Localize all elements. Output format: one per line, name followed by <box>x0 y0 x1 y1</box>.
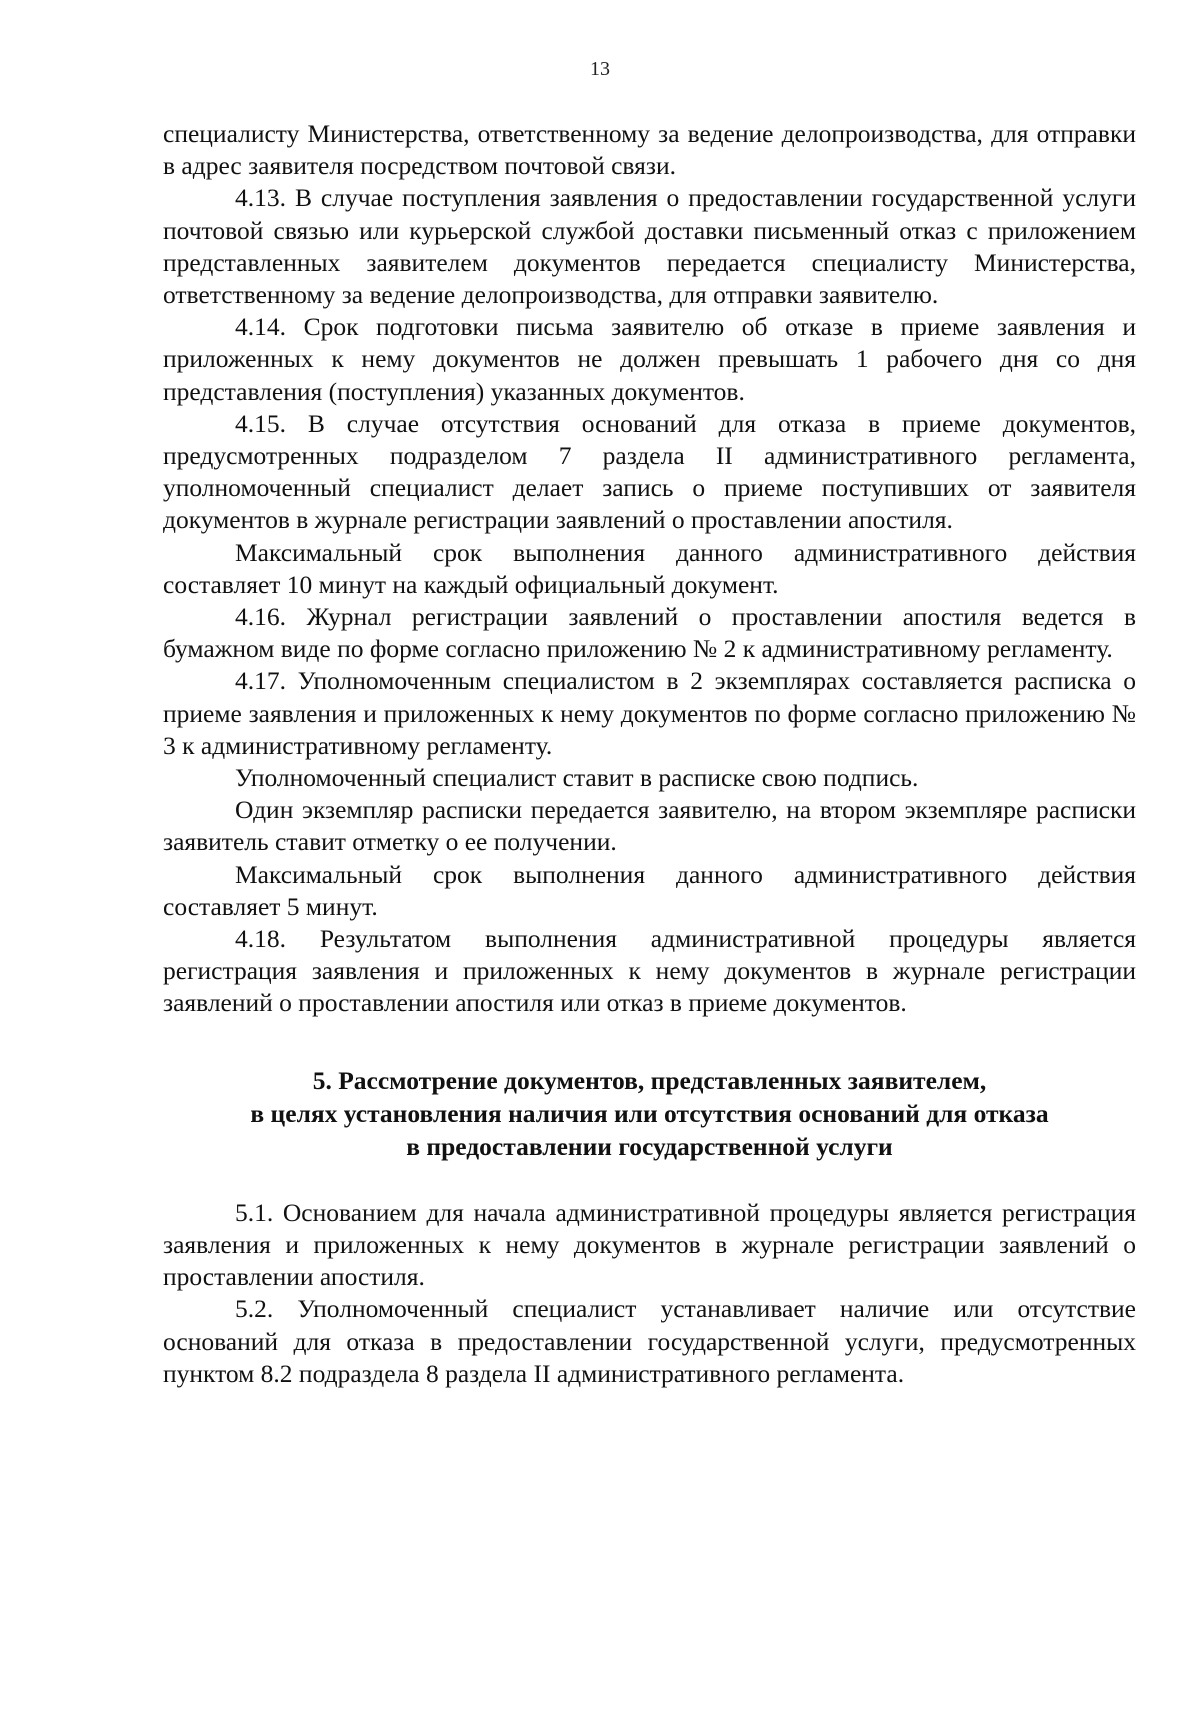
page-number: 13 <box>590 58 610 80</box>
paragraph-4-18: 4.18. Результатом выполнения административной процедуры является регистрация заявления и приложенных к нему документов в журнале регистрации заявлений о проставлении апостиля или отказ в приеме документов. <box>163 924 1136 1018</box>
paragraph-4-15-max-time: Максимальный срок выполнения данного административного действия составляет 10 минут на каждый официальный документ. <box>163 537 1136 599</box>
paragraph-continuation: специалисту Министерства, ответственному за ведение делопроизводства, для отправки в адрес заявителя посредством почтовой связи. <box>163 119 1136 181</box>
paragraph-4-16: 4.16. Журнал регистрации заявлений о проставлении апостиля ведется в бумажном виде по форме согласно приложению № 2 к административному регламенту. <box>163 602 1136 664</box>
paragraph-4-15: 4.15. В случае отсутствия оснований для отказа в приеме документов, предусмотренных подразделом 7 раздела II административного регламента, уполномоченный специалист делает запись о приеме поступивших от заявителя документов в журнале регистрации заявлений о проставлении апостиля. <box>163 408 1136 535</box>
paragraph-4-17-max-time: Максимальный срок выполнения данного административного действия составляет 5 минут. <box>163 859 1136 921</box>
paragraph-4-13: 4.13. В случае поступления заявления о предоставлении государственной услуги почтовой связью или курьерской службой доставки письменный отказ с приложением представленных заявителем документов передается специалисту Министерства, ответственному за ведение делопроизводства, для отправки заявителю. <box>163 183 1136 310</box>
paragraph-5-1: 5.1. Основанием для начала административной процедуры является регистрация заявления и приложенных к нему документов в журнале регистрации заявлений о проставлении апостиля. <box>163 1197 1136 1292</box>
paragraph-4-17-copy: Один экземпляр расписки передается заявителю, на втором экземпляре расписки заявитель ставит отметку о ее получении. <box>163 795 1136 857</box>
document-body <box>163 118 1136 1390</box>
paragraph-5-2: 5.2. Уполномоченный специалист устанавливает наличие или отсутствие оснований для отказа в предоставлении государственной услуги, предусмотренных пунктом 8.2 подраздела 8 раздела II административного регламента. <box>163 1294 1136 1388</box>
paragraph-4-17: 4.17. Уполномоченным специалистом в 2 экземплярах составляется расписка о приеме заявления и приложенных к нему документов по форме согласно приложению № 3 к административному регламенту. <box>163 666 1136 760</box>
paragraph-4-14: 4.14. Срок подготовки письма заявителю об отказе в приеме заявления и приложенных к нему документов не должен превышать 1 рабочего дня со дня представления (поступления) указанных документов. <box>163 312 1136 406</box>
section-heading-line: в предоставлении государственной услуги <box>406 1131 893 1161</box>
paragraph-4-17-signature: Уполномоченный специалист ставит в расписке свою подпись. <box>235 763 919 793</box>
section-5-heading <box>163 1064 1136 1163</box>
section-heading-line: 5. Рассмотрение документов, представленных заявителем, <box>312 1065 987 1095</box>
section-heading-line: в целях установления наличия или отсутствия оснований для отказа <box>250 1098 1049 1128</box>
